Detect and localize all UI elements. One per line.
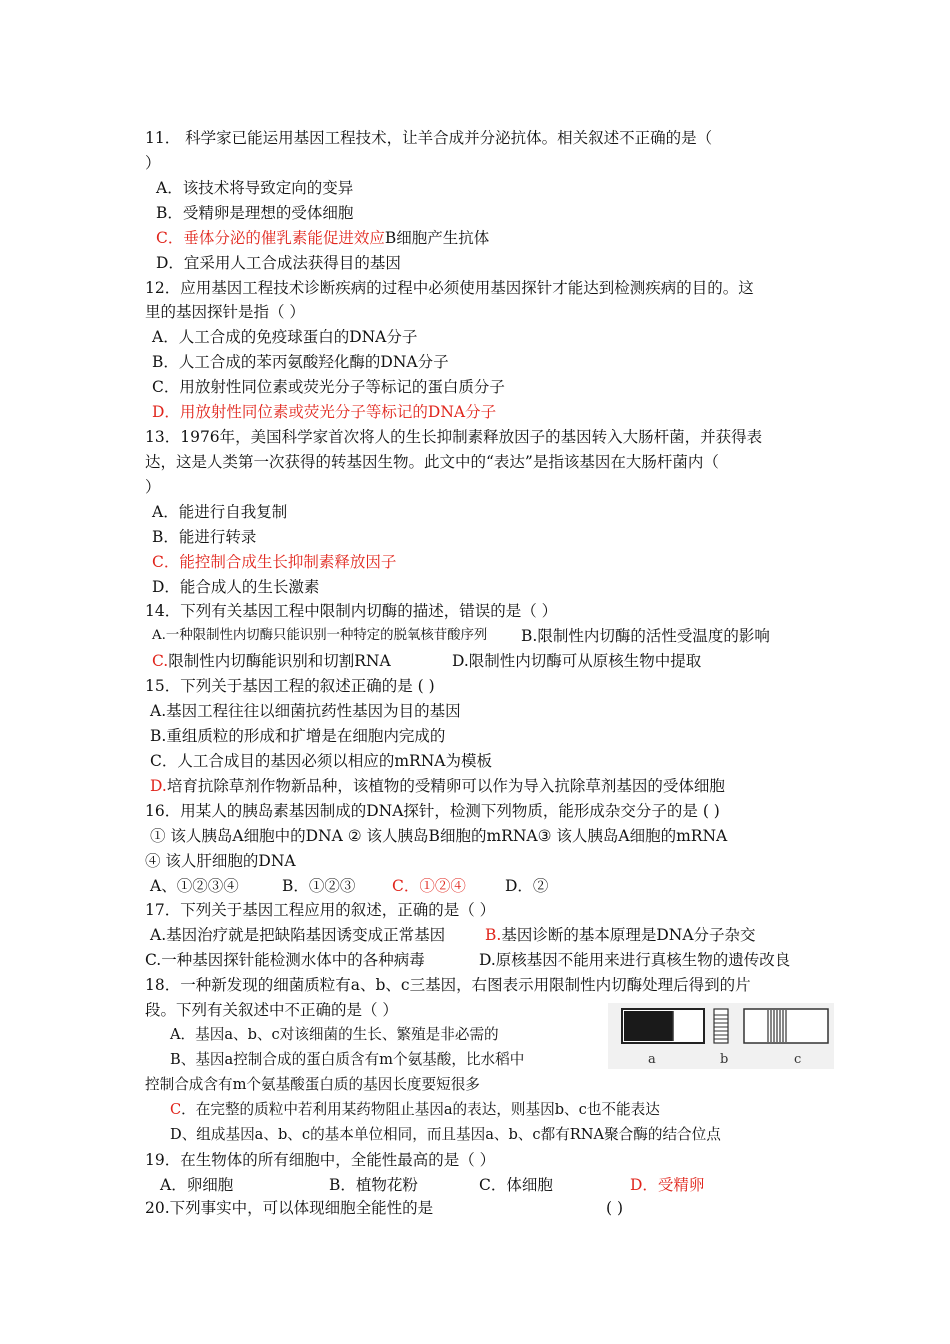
q17-stem: 17．下列关于基因工程应用的叙述，正确的是（ ） (145, 901, 496, 919)
q20-stem: 20.下列事实中，可以体现细胞全能性的是 (145, 1199, 434, 1217)
q14-stem: 14．下列有关基因工程中限制内切酶的描述，错误的是（ ） (145, 602, 558, 620)
q16-option-c-answer: C．①②④ (392, 877, 466, 895)
q18-option-c-letter: C (170, 1101, 182, 1118)
q19-option-d-answer: D．受精卵 (630, 1176, 705, 1194)
fragment-b-hatch (714, 1015, 728, 1039)
fragment-c (744, 1009, 828, 1043)
q16-stem: 16．用某人的胰岛素基因制成的DNA探针，检测下列物质，能形成杂交分子的是 ( ) (145, 802, 720, 820)
q19-stem: 19．在生物体的所有细胞中，全能性最高的是（ ） (145, 1151, 496, 1169)
q11-option-c (156, 228, 489, 248)
q18-stem-line2: 段。下列有关叙述中不正确的是（ ） (145, 1001, 398, 1019)
q14-option-c-letter: C. (152, 652, 169, 670)
q11-option-b: B．受精卵是理想的受体细胞 (156, 204, 354, 222)
q11-stem-line2: ） (145, 154, 161, 172)
q11-option-c-rest: B细胞产生抗体 (384, 229, 490, 247)
q18-option-a: A．基因a、b、c对该细菌的生长、繁殖是非必需的 (170, 1026, 499, 1043)
fragment-a-gene (624, 1011, 673, 1041)
q20-answer-paren: ( ) (606, 1199, 624, 1217)
fragment-b (714, 1009, 728, 1043)
q18-option-c-text: ．在完整的质粒中若利用某药物阻止基因a的表达，则基因b、c也不能表达 (181, 1101, 660, 1118)
q12-option-d-answer: D．用放射性同位素或荧光分子等标记的DNA分子 (152, 403, 497, 421)
fragment-b-outline (714, 1009, 728, 1043)
q18-option-c (170, 1100, 660, 1120)
q18-plasmid-fragment-figure (608, 1003, 834, 1069)
q12-stem-line1: 12．应用基因工程技术诊断疾病的过程中必须使用基因探针才能达到检测疾病的目的。这 (145, 279, 754, 297)
q13-option-a: A．能进行自我复制 (152, 503, 288, 521)
fragment-c-hatch (768, 1010, 786, 1042)
q17-option-b-text: 基因诊断的基本原理是DNA分子杂交 (501, 926, 756, 944)
q12-option-a: A．人工合成的免疫球蛋白的DNA分子 (152, 328, 418, 346)
q16-option-c (392, 876, 466, 896)
q19-option-b: B．植物花粉 (329, 1176, 418, 1194)
q12-option-c: C．用放射性同位素或荧光分子等标记的蛋白质分子 (152, 378, 505, 396)
q16-option-b: B．①②③ (282, 877, 356, 895)
fragment-a (622, 1009, 704, 1043)
q17-option-b (485, 925, 756, 945)
q14-option-c (152, 651, 391, 671)
q12-stem-line2: 里的基因探针是指（ ） (145, 303, 305, 321)
q16-option-d: D．② (505, 877, 549, 895)
q15-option-d-letter: D. (150, 777, 167, 795)
q18-stem-line1: 18．一种新发现的细菌质粒有a、b、c三基因，右图表示用限制性内切酶处理后得到的片 (145, 976, 751, 994)
q17-option-c: C.一种基因探针能检测水体中的各种病毒 (145, 951, 425, 969)
q15-stem: 15．下列关于基因工程的叙述正确的是 ( ) (145, 677, 435, 695)
q15-option-a: A.基因工程往往以细菌抗药性基因为目的基因 (150, 702, 461, 720)
q13-option-b: B．能进行转录 (152, 528, 257, 546)
fragment-label-a: a (648, 1052, 656, 1067)
q17-option-a: A.基因治疗就是把缺陷基因诱变成正常基因 (150, 926, 446, 944)
q18-option-b-line2: 控制合成含有m个氨基酸蛋白质的基因长度要短很多 (145, 1076, 480, 1093)
q19-option-c: C．体细胞 (479, 1176, 553, 1194)
q15-option-d-text: 培育抗除草剂作物新品种，该植物的受精卵可以作为导入抗除草剂基因的受体细胞 (166, 777, 725, 795)
q11-option-d: D．宜采用人工合成法获得目的基因 (156, 254, 401, 272)
q14-option-a: A.一种限制性内切酶只能识别一种特定的脱氧核苷酸序列 (152, 628, 488, 643)
q11-option-a: A．该技术将导致定向的变异 (156, 179, 354, 197)
q13-option-c-answer: C．能控制合成生长抑制素释放因子 (152, 553, 397, 571)
q12-option-b: B．人工合成的苯丙氨酸羟化酶的DNA分子 (152, 353, 449, 371)
q14-option-b: B.限制性内切酶的活性受温度的影响 (521, 627, 770, 645)
q13-stem-line1: 13．1976年，美国科学家首次将人的生长抑制素释放因子的基因转入大肠杆菌，并获得表 (145, 428, 763, 446)
fragment-label-c: c (794, 1052, 802, 1067)
q15-option-c: C．人工合成目的基因必须以相应的mRNA为模板 (150, 752, 492, 770)
q11-option-c-answer: C．垂体分泌的催乳素能促进效应 (156, 229, 385, 247)
q13-stem-line2: 达，这是人类第一次获得的转基因生物。此文中的“表达”是指该基因在大肠杆菌内（ (145, 453, 719, 471)
q13-option-d: D．能合成人的生长激素 (152, 578, 320, 596)
q18-option-b-line1: B、基因a控制合成的蛋白质含有m个氨基酸，比水稻中 (170, 1051, 525, 1068)
q19-option-a: A．卵细胞 (160, 1176, 234, 1194)
q14-option-c-text: 限制性内切酶能识别和切割RNA (168, 652, 391, 670)
q16-items-line1: ① 该人胰岛A细胞中的DNA ② 该人胰岛B细胞的mRNA③ 该人胰岛A细胞的mRNA (150, 827, 728, 845)
q17-option-d: D.原核基因不能用来进行真核生物的遗传改良 (479, 951, 791, 969)
q17-option-b-letter: B. (485, 926, 502, 944)
fragment-label-b: b (720, 1052, 729, 1067)
q11-stem-line1: 11． 科学家已能运用基因工程技术，让羊合成并分泌抗体。相关叙述不正确的是（ (145, 129, 713, 147)
q16-option-a: A、①②③④ (150, 877, 239, 895)
q15-option-b: B.重组质粒的形成和扩增是在细胞内完成的 (150, 727, 446, 745)
q15-option-d (150, 776, 725, 796)
q14-option-d: D.限制性内切酶可从原核生物中提取 (452, 652, 702, 670)
q16-items-line2: ④ 该人肝细胞的DNA (145, 852, 296, 870)
q18-option-d: D、组成基因a、b、c的基本单位相同，而且基因a、b、c都有RNA聚合酶的结合位点 (170, 1126, 721, 1143)
q13-stem-line3: ） (145, 478, 161, 496)
